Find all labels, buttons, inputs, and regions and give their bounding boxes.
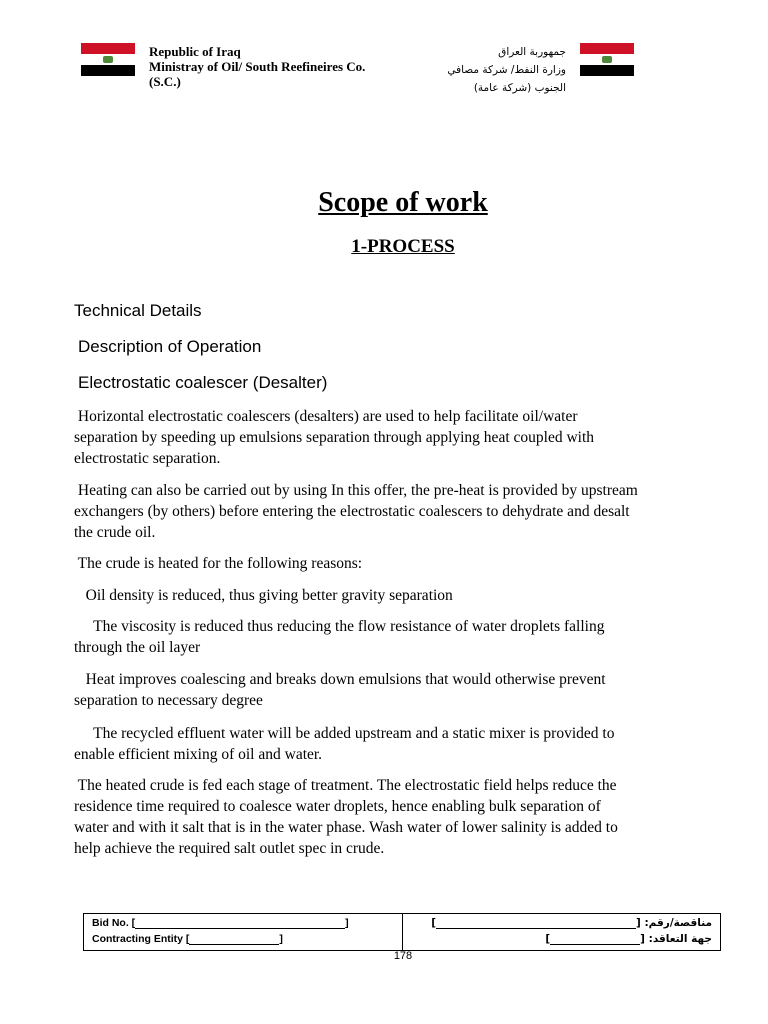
header-left-text xyxy=(149,44,365,89)
paragraph xyxy=(74,775,744,859)
paragraph xyxy=(74,406,744,469)
header-right-text xyxy=(436,43,566,97)
paragraph-line: Oil density is reduced, thus giving better gravity separation xyxy=(74,587,453,604)
iraq-flag-left-icon xyxy=(81,43,135,76)
contracting-label-ar: جهة التعاقد: [ xyxy=(640,933,712,945)
paragraph-line: The recycled effluent water will be added upstream and a static mixer is provided to xyxy=(74,725,615,742)
contracting-entity-field-ar xyxy=(545,933,712,945)
header-left-line: Republic of Iraq xyxy=(149,44,241,59)
contracting-blank xyxy=(189,934,279,945)
section-title: 1-PROCESS xyxy=(351,236,455,257)
bid-number-field-ar xyxy=(431,917,712,929)
paragraph-line: separation by speeding up emulsions separation through applying heat coupled with xyxy=(74,429,594,446)
paragraph xyxy=(74,723,744,765)
heading-technical-details: Technical Details xyxy=(74,301,202,320)
paragraph xyxy=(74,585,744,606)
paragraph-line: Heat improves coalescing and breaks down emulsions that would otherwise prevent xyxy=(74,671,606,688)
iraq-flag-right-icon xyxy=(580,43,634,76)
contracting-label: Contracting Entity [ xyxy=(92,933,190,945)
bid-label: Bid No. [ xyxy=(92,917,136,929)
paragraph xyxy=(74,480,744,543)
bid-number-field xyxy=(92,917,349,929)
paragraph-line: residence time required to coalesce water droplets, hence enabling bulk separation of xyxy=(74,798,601,815)
header-left-line: (S.C.) xyxy=(149,74,181,89)
paragraph-line: the crude oil. xyxy=(74,524,156,541)
header-right-line: الجنوب (شركة عامة) xyxy=(473,82,566,94)
paragraph-line: The crude is heated for the following reasons: xyxy=(74,555,363,572)
page-title: Scope of work xyxy=(318,187,488,218)
bid-close-ar: ] xyxy=(431,917,437,929)
header-right-line: وزارة النفط/ شركة مصافي xyxy=(447,64,566,76)
paragraph-line: The viscosity is reduced thus reducing the flow resistance of water droplets falling xyxy=(74,618,605,635)
paragraph-line: Heating can also be carried out by using In this offer, the pre-heat is provided by upstream xyxy=(74,482,638,499)
paragraph-line: separation to necessary degree xyxy=(74,692,263,709)
heading-description-operation: Description of Operation xyxy=(78,337,262,356)
contracting-close-ar: ] xyxy=(545,933,551,945)
heading-electrostatic-coalescer: Electrostatic coalescer (Desalter) xyxy=(78,373,328,392)
bid-close: ] xyxy=(345,917,349,929)
paragraph-line: enable efficient mixing of oil and water. xyxy=(74,746,323,763)
paragraph xyxy=(74,553,744,574)
paragraph xyxy=(74,616,744,658)
paragraph-line: The heated crude is fed each stage of treatment. The electrostatic field helps reduce the xyxy=(74,777,617,794)
paragraph-line: exchangers (by others) before entering the electrostatic coalescers to dehydrate and desalt xyxy=(74,503,630,520)
header-left-line: Ministray of Oil/ South Reefineires Co. xyxy=(149,59,366,74)
paragraph-line: electrostatic separation. xyxy=(74,450,221,467)
footer-divider xyxy=(402,914,403,950)
paragraph xyxy=(74,669,744,711)
bid-blank xyxy=(135,918,345,929)
contracting-entity-field xyxy=(92,933,283,945)
page-number: 178 xyxy=(393,950,413,962)
contracting-blank-ar xyxy=(550,934,640,945)
paragraph-line: through the oil layer xyxy=(74,639,201,656)
header-right-line: جمهوربة العراق xyxy=(498,46,566,58)
bid-blank-ar xyxy=(436,918,636,929)
paragraph-line: Horizontal electrostatic coalescers (desalters) are used to help facilitate oil/water xyxy=(74,408,578,425)
contracting-close: ] xyxy=(279,933,283,945)
paragraph-line: help achieve the required salt outlet spec in crude. xyxy=(74,840,385,857)
bid-label-ar: مناقصة/رقم: [ xyxy=(636,917,712,929)
footer-box xyxy=(83,913,721,951)
paragraph-line: water and with it salt that is in the water phase. Wash water of lower salinity is added to xyxy=(74,819,618,836)
